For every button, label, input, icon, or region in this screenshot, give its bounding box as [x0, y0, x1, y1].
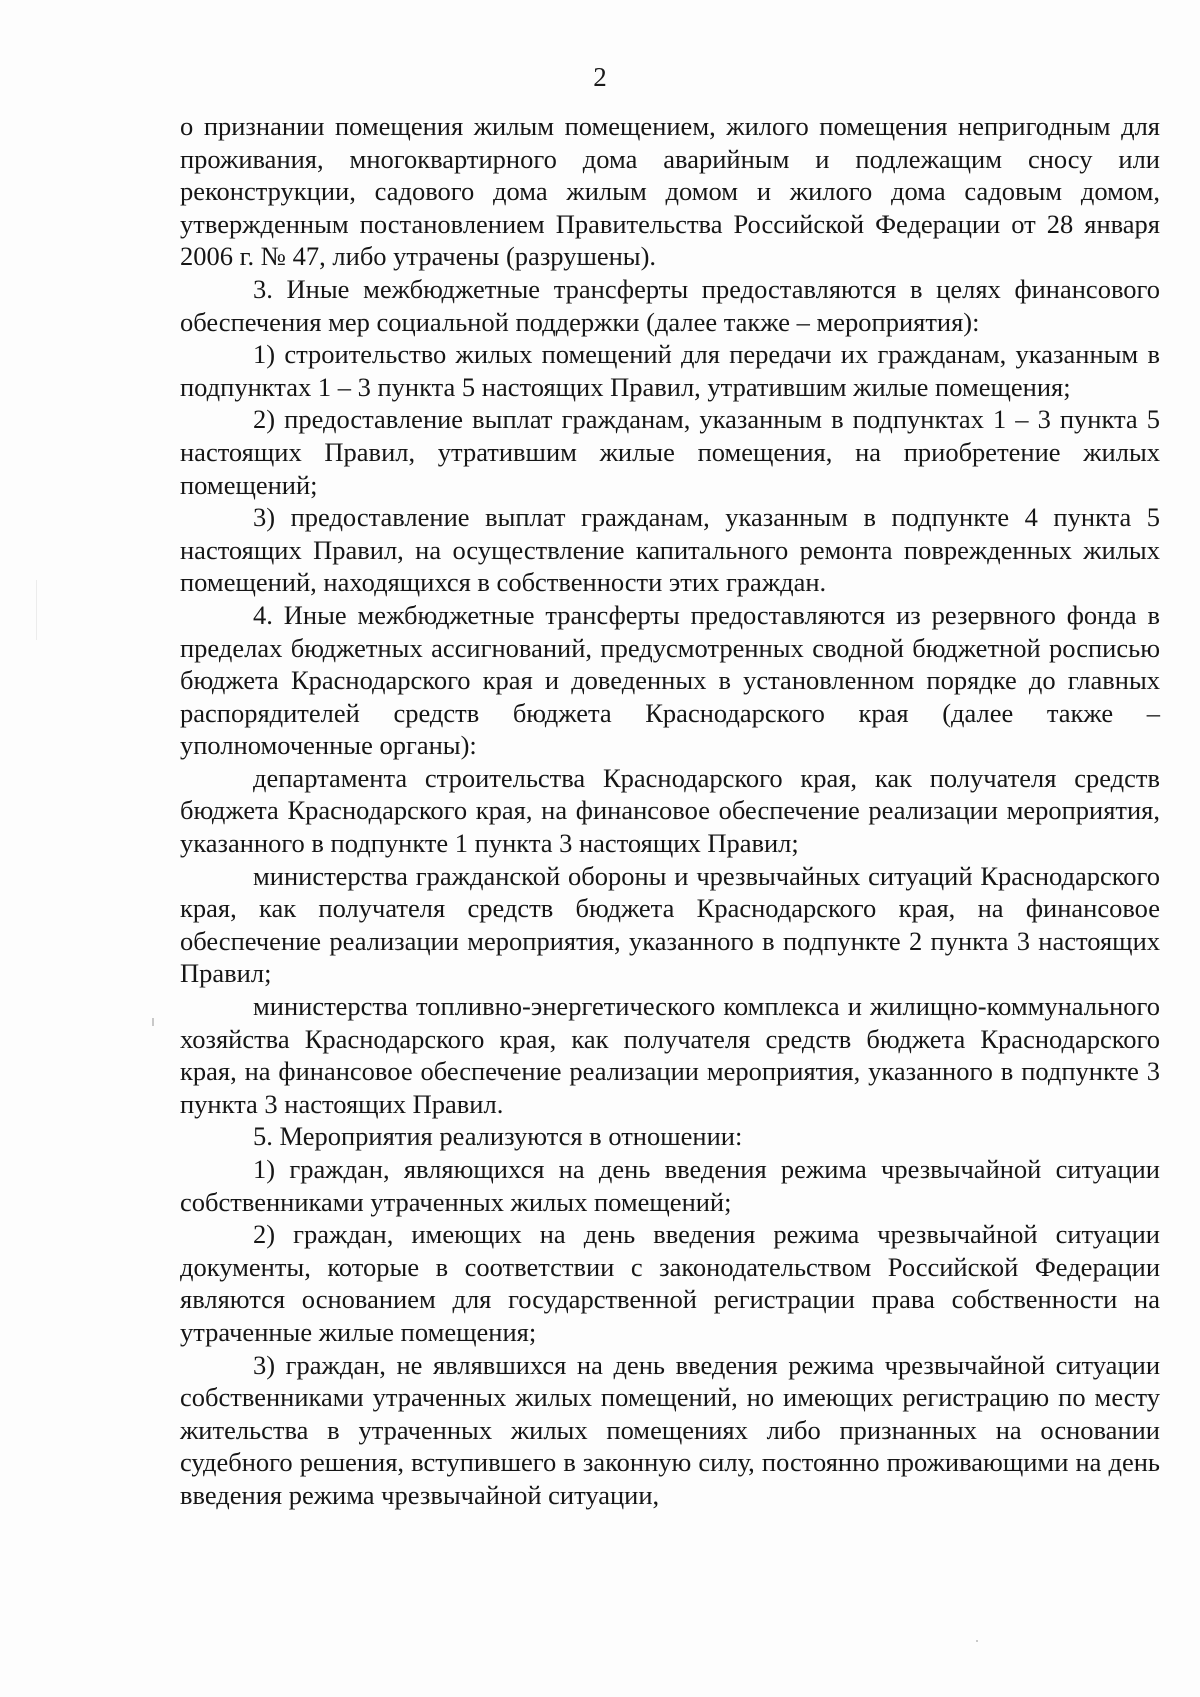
paragraph-item-3: 3. Иные межбюджетные трансферты предоставляются в целях финансового обеспечения мер социальной поддержки (далее также – мероприятия):: [180, 273, 1160, 337]
paragraph-subitem-3-1: 1) строительство жилых помещений для передачи их гражданам, указанным в подпунктах 1 – 3 пункта 5 настоящих Правил, утратившим жилые помещения;: [180, 339, 1160, 402]
paragraph-subitem-5-3: 3) граждан, не являвшихся на день введения режима чрезвычайной ситуации собственниками утраченных жилых помещений, но имеющих регистрацию по месту жительства в утраченных жилых помещениях либо признанных на основании судебного решения, вступившего в законную силу, постоянно проживающими на день введения режима чрезвычайной ситуации,: [180, 1349, 1160, 1510]
paragraph-subitem-3-3: 3) предоставление выплат гражданам, указанным в подпункте 4 пункта 5 настоящих Правил, на осуществление капитального ремонта поврежденных жилых помещений, находящихся в собственности этих граждан.: [180, 502, 1160, 598]
paragraph-subitem-5-2: 2) граждан, имеющих на день введения режима чрезвычайной ситуации документы, которые в соответствии с законодательством Российской Федерации являются основанием для государственной регистрации права собственности на утраченные жилые помещения;: [180, 1219, 1160, 1347]
scan-speck: [976, 1640, 978, 1642]
paragraph-subitem-3-2: 2) предоставление выплат гражданам, указанным в подпунктах 1 – 3 пункта 5 настоящих Правил, утратившим жилые помещения, на приобретение жилых помещений;: [180, 404, 1160, 500]
paragraph-item-5: 5. Мероприятия реализуются в отношении:: [253, 1121, 743, 1152]
paragraph-item-4-construction-dept: департамента строительства Краснодарского края, как получателя средств бюджета Краснодарского края, на финансовое обеспечение реализации мероприятия, указанного в подпункте 1 пункта 3 настоящих Правил;: [180, 762, 1160, 859]
paragraph-subitem-5-1: 1) граждан, являющихся на день введения режима чрезвычайной ситуации собственниками утраченных жилых помещений;: [180, 1154, 1160, 1217]
page-number: 2: [593, 62, 607, 92]
document-body: [180, 110, 1160, 1512]
paragraph-item-4-energy-ministry: министерства топливно-энергетического комплекса и жилищно-коммунального хозяйства Краснодарского края, как получателя средств бюджета Краснодарского края, на финансовое обеспечение реализации мероприятия, указанного в подпункте 3 пункта 3 настоящих Правил.: [180, 991, 1160, 1119]
scan-speck: [152, 1018, 154, 1026]
paragraph-item-4: 4. Иные межбюджетные трансферты предоставляются из резервного фонда в пределах бюджетных ассигнований, предусмотренных сводной бюджетной росписью бюджета Краснодарского края и доведенных в установленном порядке до главных распорядителей средств бюджета Краснодарского края (далее также – уполномоченные органы):: [180, 599, 1160, 761]
paragraph-continuation: о признании помещения жилым помещением, жилого помещения непригодным для проживания, многоквартирного дома аварийным и подлежащим сносу или реконструкции, садового дома жилым домом и жилого дома садовым домом, утвержденным постановлением Правительства Российской Федерации от 28 января 2006 г. № 47, либо утрачены (разрушены).: [180, 111, 1160, 272]
paragraph-item-4-civil-defense: министерства гражданской обороны и чрезвычайных ситуаций Краснодарского края, как получателя средств бюджета Краснодарского края, на финансовое обеспечение реализации мероприятия, указанного в подпункте 2 пункта 3 настоящих Правил;: [180, 860, 1160, 989]
scan-speck: [36, 580, 37, 640]
